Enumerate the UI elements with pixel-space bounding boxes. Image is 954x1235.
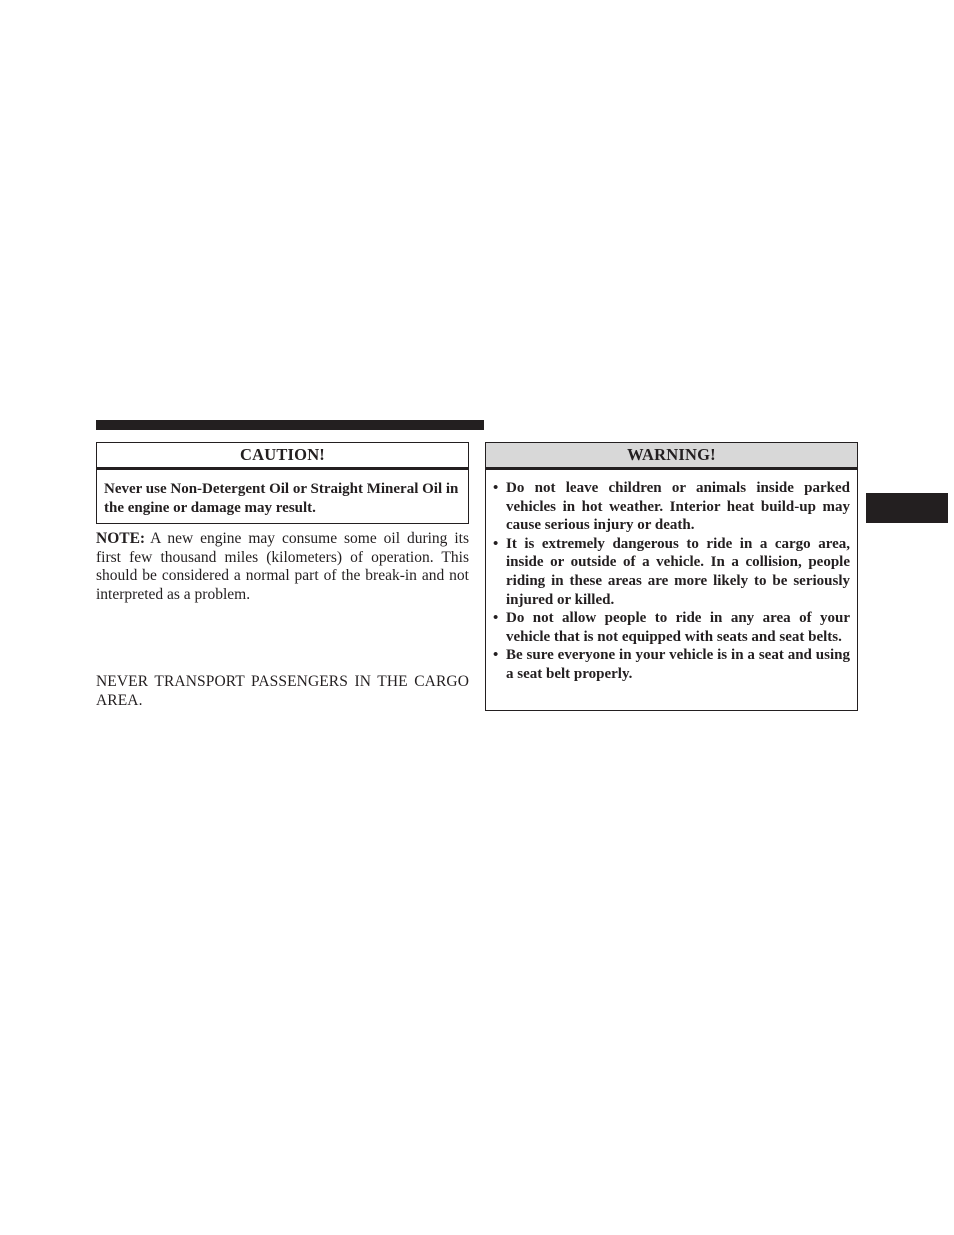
warning-item: [493, 646, 850, 683]
section-header-bar: [96, 420, 484, 430]
caution-text: Never use Non-Detergent Oil or Straight Mineral Oil in the engine or damage may result.: [104, 481, 459, 516]
caution-box: [96, 442, 469, 524]
warning-item-text: Do not allow people to ride in any area of your vehicle that is not equipped with seats and seat belts.: [506, 610, 850, 645]
warning-title: WARNING!: [486, 443, 857, 470]
chapter-thumb-tab: [866, 493, 948, 523]
passengers-statement: [96, 673, 469, 710]
note-paragraph: [96, 530, 469, 604]
warning-item-text: Be sure everyone in your vehicle is in a seat and using a seat belt properly.: [506, 647, 850, 682]
note-label: NOTE:: [96, 530, 146, 547]
bullet-icon: •: [493, 610, 499, 627]
warning-item-text: Do not leave children or animals inside parked vehicles in hot weather. Interior heat build-up may cause serious injury or death.: [506, 480, 850, 534]
warning-item: [493, 479, 850, 535]
caution-title: CAUTION!: [97, 443, 468, 470]
bullet-icon: •: [493, 480, 499, 496]
passengers-statement-line-2: AREA.: [96, 691, 143, 709]
warning-item: [493, 535, 850, 609]
warning-item: [493, 609, 850, 646]
warning-box: [485, 442, 858, 711]
warning-list: [486, 470, 857, 684]
warning-item-text: It is extremely dangerous to ride in a cargo area, inside or outside of a vehicle. In a collision, people riding in these areas are more likely to be seriously injured or killed.: [506, 535, 850, 608]
passengers-statement-line-1: NEVER TRANSPORT PASSENGERS IN THE CARGO: [96, 673, 469, 690]
note-text: A new engine may consume some oil during its first few thousand miles (kilometers) of operation. This should be considered a normal part of the break-in and not interpreted as a problem.: [96, 530, 469, 603]
bullet-icon: •: [493, 647, 499, 664]
bullet-icon: •: [493, 535, 499, 552]
